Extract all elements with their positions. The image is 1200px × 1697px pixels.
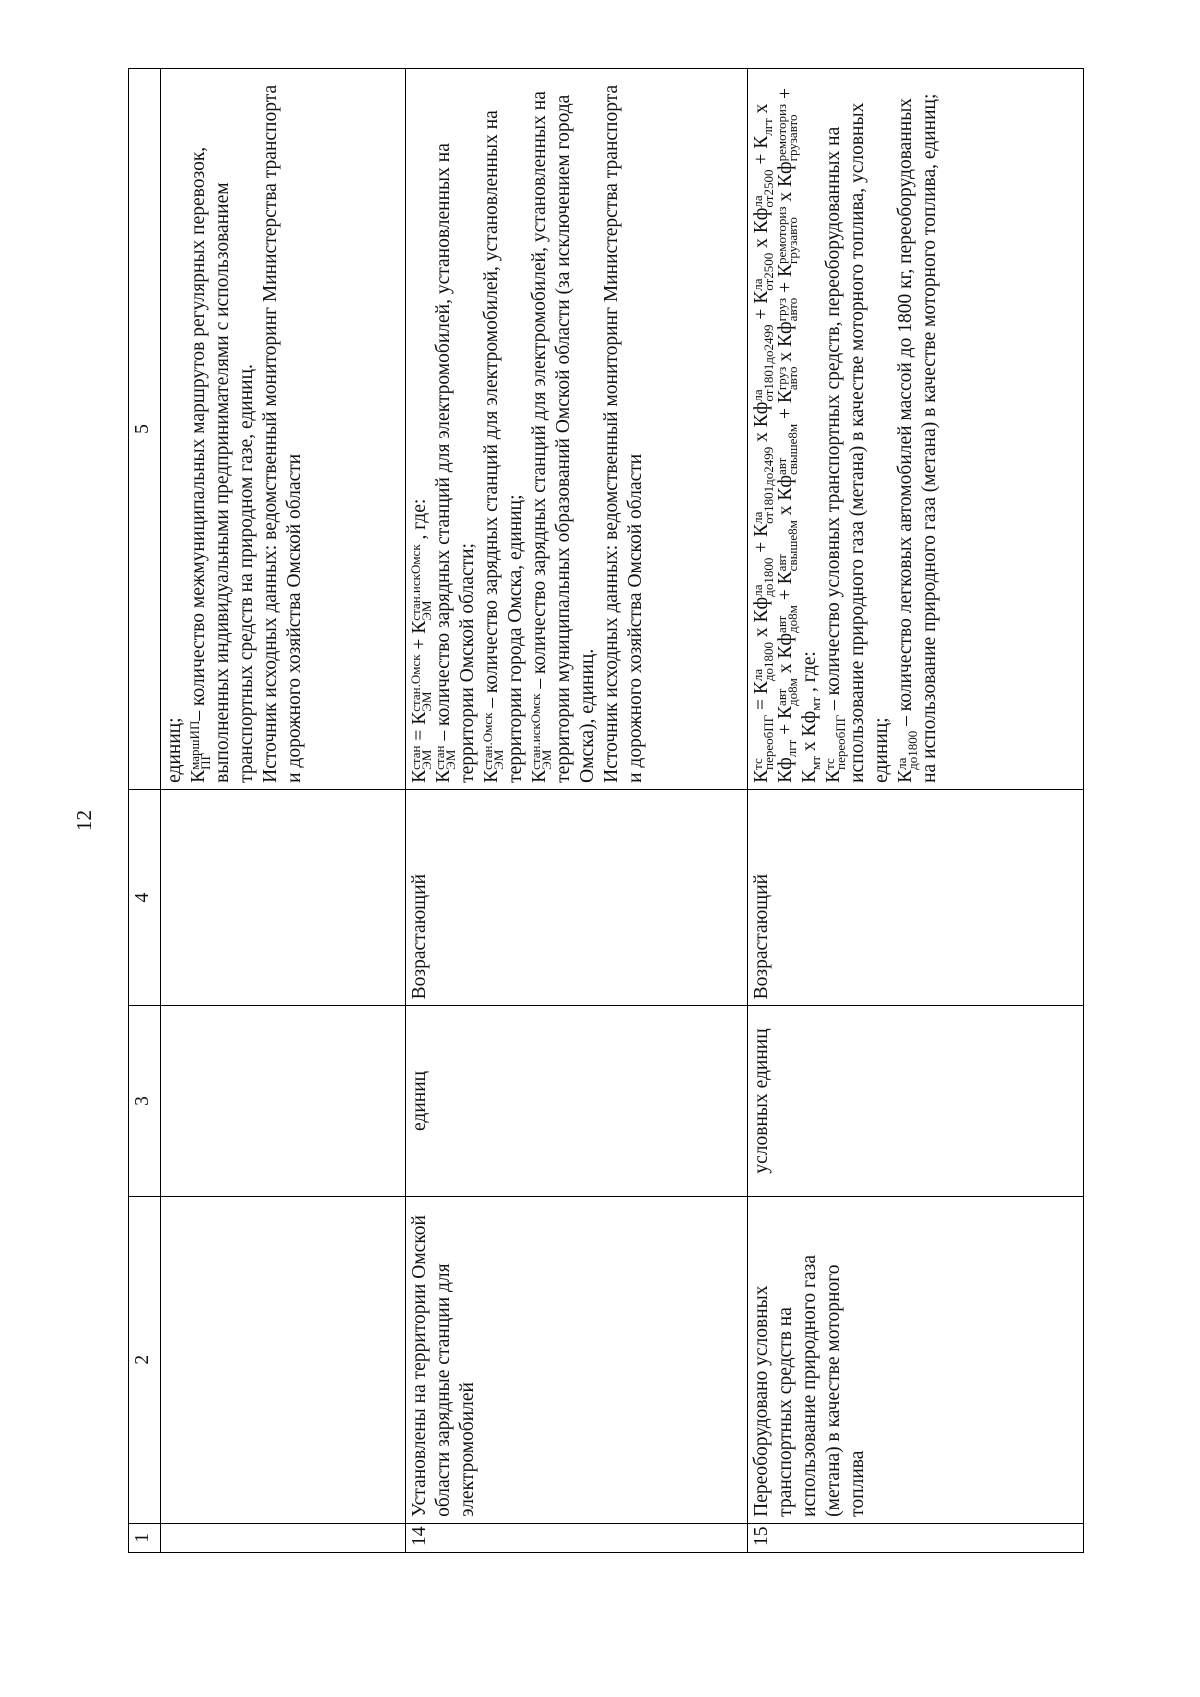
indicators-table (128, 68, 1084, 1553)
method-text: К тс переобПГ – количество условных транспортных средств, переоборудованных на использование природного газа (метана) в качестве моторного топлива, условных единиц; (821, 102, 892, 783)
row-number: 14 (406, 1523, 748, 1552)
header-row (129, 69, 161, 1553)
data-source: Источник исходных данных: ведомственный мониторинг Министерства транспорта и дорожного хозяйства Омской области (260, 84, 305, 783)
formula: К стан ЭМ = К стан.Омск ЭМ + К стан.искОмск ЭМ , где: (407, 498, 434, 783)
row-number: 15 (748, 1523, 1084, 1552)
header-col-1: 1 (129, 1523, 161, 1552)
header-col-4: 4 (129, 789, 161, 1005)
indicator-name (161, 1196, 406, 1523)
data-source: Источник исходных данных: ведомственный мониторинг Министерства транспорта и дорожного хозяйства Омской области (601, 84, 646, 783)
method-text: К ла до1800 – количество легковых автомобилей массой до 1800 кг, переоборудованных на использование природного газа (метана) в качестве моторного топлива, единиц; (893, 93, 940, 783)
formula: К тс переобПГ = К ла до1800 х Кф ла до1800 + К ла от1801до2499 х Кф ла от1801до2499 + К ла от2500 х Кф ла от2500 + $К_{лгт}$ х $Кф_{лгт} + К$ авт до8м х Кф авт до8м + К авт свыше8м х Кф авт свыше8м + К груз авто х Кф груз авто + К ремоториз грузавто х Кф ремоториз грузавто + $К_{мт}$ х $Кф_{мт}$ , где: (749, 88, 823, 783)
table-row (161, 69, 406, 1553)
unit: условных единиц (748, 1006, 1084, 1196)
rotated-table-wrapper (128, 68, 1084, 1553)
direction: Возрастающий (406, 789, 748, 1005)
unit: единиц (406, 1006, 748, 1196)
method-text: К стан.искОмск ЭМ – количество зарядных станций для электромобилей, установленных на территории муниципальных образований Омской области (за исключением города Омска), единиц. (527, 91, 598, 783)
method-text: К маршИП ПГ – количество межмуниципальных маршрутов регулярных перевозок, выполненных индивидуальными предпринимателями с использованием транспортных средств на природном газе, единиц. (186, 146, 257, 783)
indicator-name: Установлены на территории Омской области зарядные станции для электромобилей (406, 1196, 748, 1523)
method-text: К стан.Омск ЭМ – количество зарядных станций для электромобилей, установленных на территории города Омска, единиц; (479, 110, 526, 783)
header-col-5: 5 (129, 69, 161, 790)
page-number: 12 (72, 810, 96, 831)
calculation-method (748, 69, 1084, 790)
header-col-3: 3 (129, 1006, 161, 1196)
direction (161, 789, 406, 1005)
table-row (748, 69, 1084, 1553)
row-number (161, 1523, 406, 1552)
method-text: К стан ЭМ – количество зарядных станций для электромобилей, установленных на территории Омской области; (431, 143, 478, 783)
header-col-2: 2 (129, 1196, 161, 1523)
method-text: единиц; (164, 717, 185, 783)
indicator-name: Переоборудовано условных транспортных средств на использование природного газа (метана) в качестве моторного топлива (748, 1196, 1084, 1523)
unit (161, 1006, 406, 1196)
direction: Возрастающий (748, 789, 1084, 1005)
calculation-method (161, 69, 406, 790)
calculation-method (406, 69, 748, 790)
table-row (406, 69, 748, 1553)
